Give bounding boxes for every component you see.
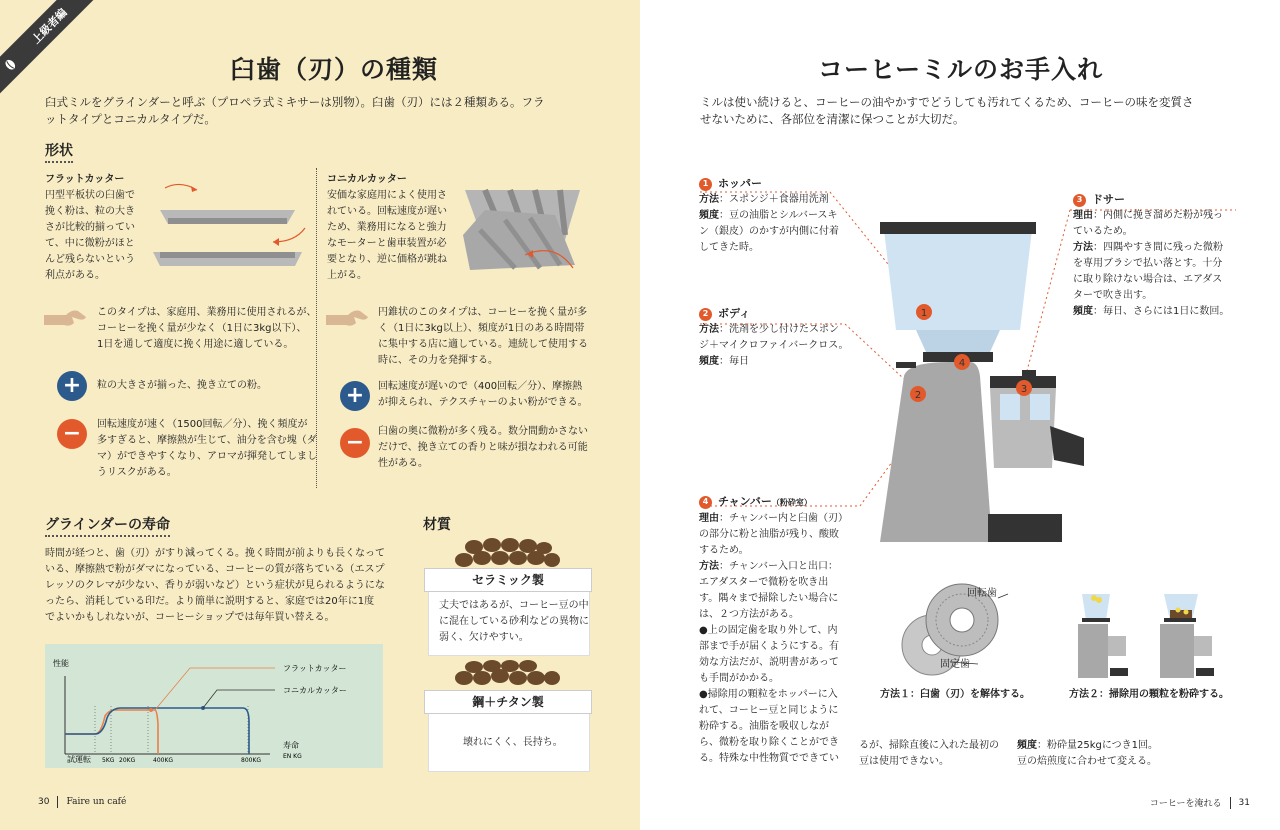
detail: ：洗剤を少し付けたスポン [719,324,839,335]
term: 頻度 [699,356,719,367]
plus-icon: + [340,381,370,411]
detail: ：毎日 [719,356,749,367]
lifespan-line: でよいかもしれないが、コーヒーショップでは毎年買い替える。 [45,612,335,623]
hopper-line [699,208,839,224]
rotating-burr-label: 回転歯 [967,588,997,599]
marker-1-icon: 1 [699,178,712,191]
marker-3-icon: 3 [1073,194,1086,207]
body-title: ボディ [718,307,751,320]
right-footer [1150,796,1250,809]
ceramic-line: に混在している砂利などの異物に [439,616,589,627]
steel-line: 壊れにくく、長持ち。 [463,737,563,748]
coffee-bean-icon [2,56,19,73]
marker-2-icon: 2 [699,308,712,321]
page-title-left: 臼歯（刃）の種類 [230,55,439,84]
flat-title: フラットカッター [45,174,125,185]
intro-line: 臼式ミルをグラインダーと呼ぶ（プロペラ式ミキサーは別物）。臼歯（刃）には２種類ある。フラ [45,95,545,109]
doser-line [1073,304,1229,320]
detail: れて、コーヒー豆と同じように [699,705,839,716]
doser-line [1073,240,1229,256]
x-axis-label: 寿命 [283,741,299,750]
flat-marker [149,708,153,712]
level-label: 上級者編 [29,6,70,47]
bottom-line [1017,754,1158,770]
footer-separator [57,796,58,808]
steel-text [463,735,563,751]
level-ribbon [0,0,99,94]
desc-line: なモーターと歯車装置が必 [327,238,447,249]
chamber-line [699,511,848,527]
flat-burr-illustration [145,180,310,280]
page-number: 30 [38,797,50,807]
chamber-subtitle: （粉砕室） [771,498,812,507]
desc-line: れている。回転速度が遅い [327,206,447,217]
hand-icon [326,305,370,329]
doser-line [1073,272,1229,288]
detail: 豆の焙煎度に合わせて変える。 [1017,756,1157,767]
x-tick-label: 400KG [153,757,174,764]
usage-line: コーヒーを挽く量が少なく（1日に3kg以下）、 [97,323,307,334]
detail: ターで吹き出す。 [1073,290,1153,301]
detail: ：豆の油脂とシルバースキ [719,210,838,221]
term: 方法 [699,194,719,205]
right-intro [700,94,1260,128]
x-tick-label: 20KG [119,757,136,764]
lifespan-line: ったら、消耗している印だ。より簡単に説明すると、家庭では20年に1度 [45,596,375,607]
plus-line: が抑えられ、テクスチャーのよい粉ができる。 [378,397,588,408]
x-tick-label: 800KG [241,757,262,764]
desc-line: 上がる。 [327,270,367,281]
flat-legend-leader [155,668,275,710]
x-tick-label: 5KG [102,757,115,764]
flat-plus [97,378,267,394]
chamber-title: チャンバー [718,495,772,508]
lifespan-heading: グラインダーの寿命 [45,514,170,537]
doser-line [1073,224,1229,240]
bottom-mid-text [859,738,999,770]
usage-line: 時に、その力を発揮する。 [378,355,498,366]
steel-title: 鋼＋チタン製 [424,690,592,714]
desc-line: 要となり、逆に価格が跳ね [327,254,447,265]
method1-caption: 方法１：臼歯（刃）を解体する。 [880,689,1030,700]
detail: ら、微粉を取り除くことができ [699,737,839,748]
hopper-line [699,192,839,208]
flat-desc [45,188,135,284]
x-axis-sublabel: EN KG [283,753,302,760]
term: 理由 [1073,210,1093,221]
desc-line: さが比較的揃ってい [45,222,135,233]
doser-header [1073,192,1229,208]
chamber-line [699,575,848,591]
left-intro [45,94,605,128]
detail: ：スポンジ＋食器用洗剤 [719,194,829,205]
plus-line: 回転速度が遅いので（400回転／分）、摩擦熱 [378,381,583,392]
coffee-beans-icon [452,658,562,688]
desc-line: 挽く粉は、粒の大き [45,206,135,217]
chamber-line [699,687,848,703]
page-title-right: コーヒーミルのお手入れ [818,55,1104,84]
minus-line: 回転速度が速く（1500回転／分）、挽く頻度が [97,419,308,430]
intro-line: ットタイプとコニカルタイプだ。 [45,112,216,126]
conical-usage [378,305,588,369]
lifespan-line: いる、摩擦熱で粉がダマになっている、コーヒーの質が落ちている（エスプ [45,564,385,575]
detail: してきた時。 [699,242,759,253]
detail: ：四隅やすき間に残った微粉 [1093,242,1223,253]
hopper-block [699,176,839,256]
hopper-line [699,224,839,240]
detail: ：粉砕量25kgにつき1回。 [1037,740,1159,751]
detail: ：チャンバー入口と出口： [719,561,838,572]
bottom-line: るが、掃除直後に入れた最初の [859,740,999,751]
conical-plus [378,379,588,411]
chamber-line [699,751,848,767]
material-heading: 材質 [423,517,451,533]
chamber-line [699,559,848,575]
detail: す。隅々まで掃除したい場合に [699,593,839,604]
left-footer [38,796,126,808]
right-page [640,0,1280,830]
chamber-line [699,703,848,719]
ceramic-line: 丈夫ではあるが、コーヒー豆の中 [439,600,589,611]
lifespan-chart [45,644,383,768]
coffee-beans-icon [452,536,562,570]
svg-text:2: 2 [914,390,922,401]
minus-line: だけで、挽き立ての香りと味が損なわれる可能 [378,442,588,453]
chamber-line [699,671,848,687]
detail: 効な方法だが、説明書があって [699,657,839,668]
footer-separator [1230,797,1231,809]
lifespan-line: 時間が経つと、歯（刃）がすり減ってくる。挽く時間が前よりも長くなって [45,548,385,559]
lifespan-text [45,546,395,626]
detail: エアダスターで微粉を吹き出 [699,577,829,588]
shape-heading: 形状 [45,140,73,163]
minus-icon: − [340,428,370,458]
legend-flat: フラットカッター [283,664,347,673]
minus-line: 性がある。 [378,458,428,469]
detail: に取り除けない場合は、エアダス [1073,274,1223,285]
usage-line: 1日を通して適度に挽く用途に適している。 [97,339,294,350]
flat-cutter-line [65,710,158,754]
body-block [699,306,849,370]
marker-4-icon: 4 [699,496,712,509]
section-title: コーヒーを淹れる [1149,799,1222,809]
usage-line: 円錐状のこのタイプは、コーヒーを挽く量が多 [378,307,588,318]
conical-title: コニカルカッター [327,174,407,185]
usage-line: に集中する店に適している。連続して使用する [378,339,588,350]
desc-line: 利点がある。 [45,270,105,281]
term: 方法 [1073,242,1093,253]
detail: も手間がかかる。 [699,673,779,684]
term: 理由 [699,513,719,524]
y-axis-label: 性能 [53,659,69,668]
flat-usage [97,305,317,353]
chart-canvas [45,644,383,768]
doser-title: ドサー [1092,193,1125,206]
detail: は、２つ方法がある。 [699,609,799,620]
conical-legend-leader [203,690,275,708]
grinders-cleaning-illustration [1070,588,1240,682]
ceramic-title: セラミック製 [424,568,592,592]
hopper-line [699,240,839,256]
term: 頻度 [699,210,719,221]
term: 方法 [699,561,719,572]
chamber-header [699,494,848,511]
chamber-line [699,655,848,671]
chamber-line [699,607,848,623]
usage-line: このタイプは、家庭用、業務用に使用されるが、 [97,307,317,318]
body-line [699,338,849,354]
svg-text:3: 3 [1020,384,1028,395]
term: 頻度 [1017,740,1037,751]
detail: ：内側に挽き溜めた粉が残っ [1093,210,1223,221]
ceramic-line: 弱く、欠けやすい。 [439,632,529,643]
bottom-line [1017,738,1158,754]
method2-caption: 方法２：掃除用の顆粒を粉砕する。 [1069,689,1229,700]
doser-line [1073,256,1229,272]
minus-line: 臼歯の奥に微粉が多く残る。数分間動かさない [378,426,588,437]
x-tick-label: 試運転 [67,755,91,764]
detail: を専用ブラシで払い落とす。十分 [1073,258,1223,269]
chamber-line [699,591,848,607]
term: 方法 [699,324,719,335]
book-title: Faire un café [66,797,127,807]
detail: するため。 [699,545,749,556]
desc-line: んど残らないという [45,254,135,265]
detail: ているため。 [1073,226,1133,237]
desc-line: 安価な家庭用によく使用さ [327,190,447,201]
detail: る。特殊な中性物質でできてい [699,753,839,764]
minus-line: 多すぎると、摩擦熱が生じて、油分を含む塊（ダ [97,435,317,446]
desc-line: 円型平板状の臼歯で [45,190,135,201]
fixed-burr-label: 固定歯 [940,659,970,670]
hopper-title: ホッパー [718,177,762,190]
chamber-line [699,527,848,543]
bottom-line: 豆は使用できない。 [859,756,949,767]
svg-text:1: 1 [920,308,928,319]
detail: ●掃除用の顆粒をホッパーに入 [699,689,838,700]
detail: ジ＋マイクロファイバークロス。 [699,340,849,351]
detail: ：毎日、さらには1日に数回。 [1093,306,1230,317]
minus-line: うリスクがある。 [97,467,177,478]
lifespan-line: レッソのクレマが少ない、香りが弱いなど）という症状が見られるようにな [45,580,385,591]
minus-icon: − [57,419,87,449]
plus-line: 粒の大きさが揃った、挽き立ての粉。 [97,380,267,391]
hopper-header [699,176,839,192]
doser-line [1073,208,1229,224]
hand-icon [44,305,88,329]
minus-line: マ）ができやすくなり、アロマが揮発してしまし [97,451,317,462]
body-line [699,354,849,370]
plus-icon: + [57,371,87,401]
chamber-line [699,623,848,639]
desc-line: ため、業務用になると強力 [327,222,447,233]
bottom-right-text [1017,738,1158,770]
doser-block [1073,192,1229,320]
detail: ン（銀皮）のかすが内側に付着 [699,226,839,237]
conical-minus [378,424,588,472]
conical-burr-illustration [455,180,590,285]
body-header [699,306,849,322]
detail: ●上の固定歯を取り外して、内 [699,625,838,636]
chamber-line [699,543,848,559]
legend-conical: コニカルカッター [283,686,347,695]
intro-line: ミルは使い続けると、コーヒーの油やかすでどうしても汚れてくるため、コーヒーの味を変質さ [700,95,1194,109]
intro-line: せないために、各部位を清潔に保つことが大切だ。 [700,112,965,126]
term: 頻度 [1073,306,1093,317]
detail: 粉砕する。油脂を吸収しなが [699,721,829,732]
detail: 部まで手が届くようにする。有 [699,641,839,652]
flat-minus [97,417,317,481]
doser-line [1073,288,1229,304]
body-line [699,322,849,338]
ceramic-text [439,598,589,646]
page-number: 31 [1238,797,1250,808]
detail: ：チャンバー内と臼歯（刃） [719,513,848,524]
chamber-line [699,639,848,655]
usage-line: く（1日に3kg以上）、頻度が1日のある時間帯 [378,323,585,334]
conical-desc [327,188,447,284]
chamber-line [699,719,848,735]
svg-text:4: 4 [958,358,966,369]
chamber-block [699,494,848,767]
detail: の部分に粉と油脂が残り、酸敗 [699,529,839,540]
desc-line: て、中に微粉がほと [45,238,135,249]
chamber-line [699,735,848,751]
